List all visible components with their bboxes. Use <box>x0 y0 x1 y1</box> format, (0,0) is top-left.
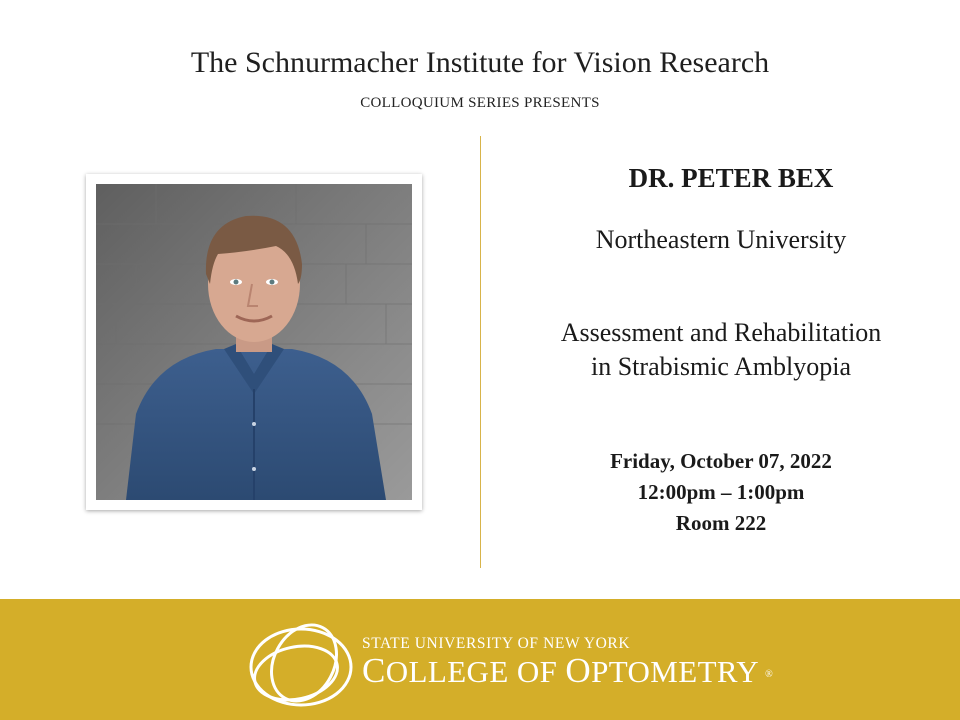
institute-title: The Schnurmacher Institute for Vision Research <box>190 46 770 79</box>
logo-initial-c: C <box>362 651 386 690</box>
registered-mark: ® <box>765 669 774 681</box>
speaker-photo <box>86 174 422 510</box>
event-date: Friday, October 07, 2022 <box>610 449 832 473</box>
logo-initial-o: O <box>565 651 592 690</box>
footer-band <box>0 599 960 720</box>
speaker-name: DR. PETER BEX <box>628 163 834 193</box>
talk-title <box>482 316 960 384</box>
logo-line-college <box>362 651 773 691</box>
logo-text-part2: PTOMETRY <box>591 654 760 689</box>
series-subtitle: COLLOQUIUM SERIES PRESENTS <box>360 95 600 111</box>
event-details <box>482 446 960 539</box>
speaker-affiliation: Northeastern University <box>595 225 847 254</box>
talk-title-line-1: Assessment and Rehabilitation <box>560 318 882 347</box>
logo-line-suny: STATE UNIVERSITY OF NEW YORK <box>362 635 631 652</box>
college-logo-text <box>362 635 773 691</box>
event-time: 12:00pm – 1:00pm <box>637 480 805 504</box>
speaker-photo-image <box>96 184 412 500</box>
logo-text-part1: OLLEGE OF <box>385 654 566 689</box>
optometry-rings-icon <box>244 617 358 713</box>
talk-title-line-2: in Strabismic Amblyopia <box>591 352 851 381</box>
vertical-divider <box>480 136 481 568</box>
event-room: Room 222 <box>675 511 767 535</box>
